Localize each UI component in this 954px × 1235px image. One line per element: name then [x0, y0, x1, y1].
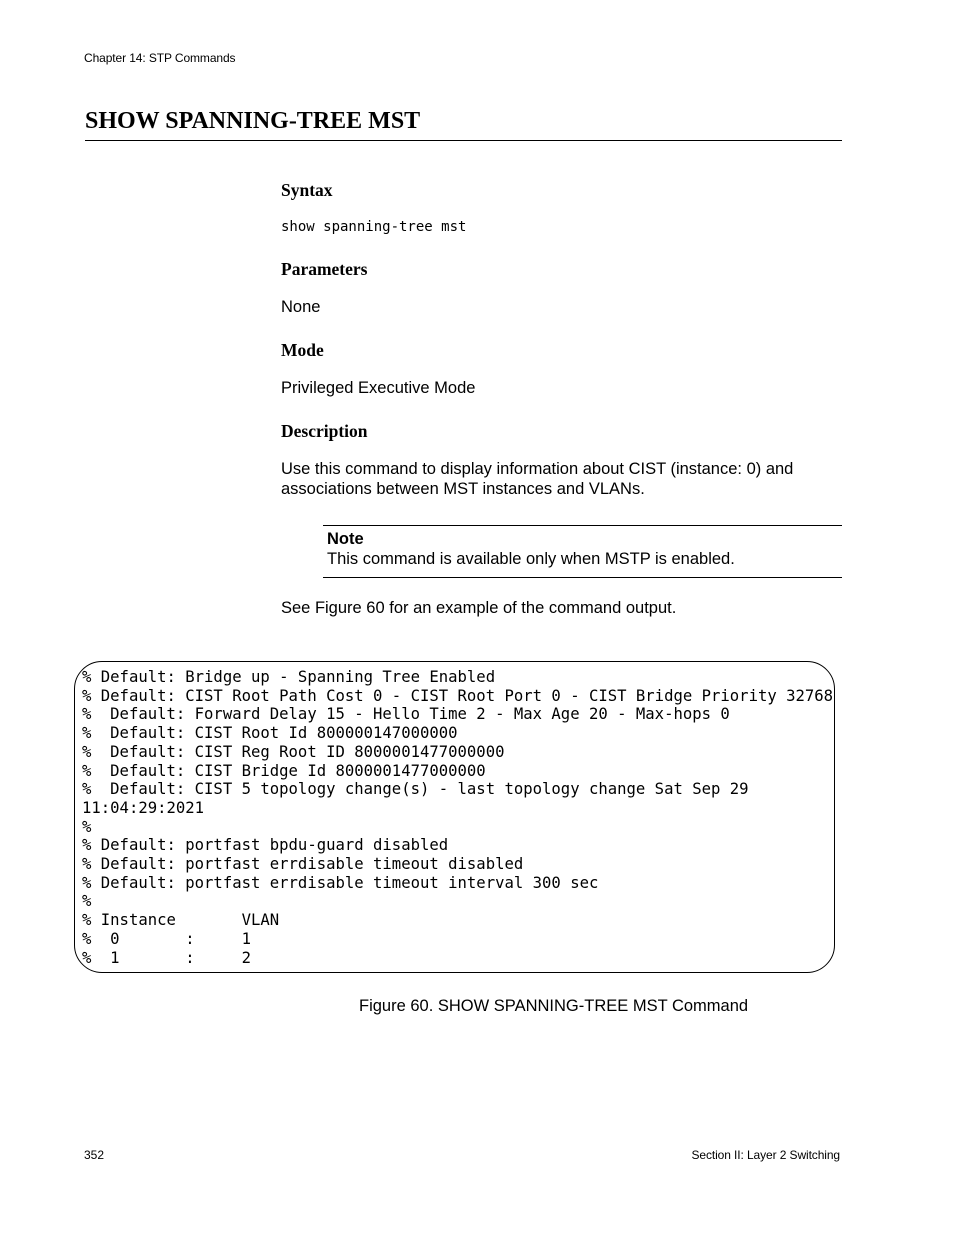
description-heading: Description: [281, 421, 368, 441]
output-line: % Default: CIST Reg Root ID 8000001477000000: [82, 742, 505, 761]
output-line: % Default: portfast bpdu-guard disabled: [82, 836, 449, 855]
output-line: % Default: Forward Delay 15 - Hello Time 2 - Max Age 20 - Max-hops 0: [82, 705, 730, 724]
figure-caption: Figure 60. SHOW SPANNING-TREE MST Command: [359, 997, 749, 1015]
description-text: [281, 459, 841, 499]
parameters-heading: Parameters: [281, 259, 368, 279]
syntax-command: show spanning-tree mst: [281, 219, 467, 235]
syntax-heading: Syntax: [281, 180, 333, 200]
terminal-output: [82, 668, 833, 967]
parameters-text: None: [281, 298, 321, 316]
footer-section: Section II: Layer 2 Switching: [691, 1148, 840, 1162]
description-line-1: Use this command to display information about CIST (instance: 0) and: [281, 460, 794, 478]
mode-heading: Mode: [281, 340, 324, 360]
output-line: % Default: CIST Bridge Id 8000001477000000: [82, 761, 486, 780]
output-line: % Default: Bridge up - Spanning Tree Enabled: [82, 668, 496, 686]
output-line: % Default: portfast errdisable timeout interval 300 sec: [82, 873, 599, 892]
page-number: 352: [84, 1148, 105, 1162]
description-line-2: associations between MST instances and VLANs.: [281, 480, 645, 498]
note-text: This command is available only when MSTP is enabled.: [327, 550, 735, 568]
output-line: % Default: CIST Root Path Cost 0 - CIST Root Port 0 - CIST Bridge Priority 32768: [82, 686, 834, 705]
output-line: 11:04:29:2021: [82, 798, 205, 817]
running-header: Chapter 14: STP Commands: [84, 51, 236, 65]
output-line: % Default: CIST 5 topology change(s) - last topology change Sat Sep 29: [82, 780, 749, 799]
output-line: % Instance VLAN: [82, 911, 280, 930]
output-line: % 1 : 2: [82, 948, 251, 967]
page-title: SHOW SPANNING-TREE MST: [85, 107, 842, 141]
output-line: %: [82, 892, 92, 911]
output-line: % 0 : 1: [82, 929, 251, 948]
see-figure-text: See Figure 60 for an example of the command output.: [281, 599, 677, 617]
output-line: % Default: portfast errdisable timeout disabled: [82, 855, 524, 874]
output-line: %: [82, 817, 92, 836]
note-title: Note: [327, 530, 364, 548]
note-box: [323, 525, 842, 578]
mode-text: Privileged Executive Mode: [281, 379, 476, 397]
output-line: % Default: CIST Root Id 800000147000000: [82, 724, 458, 743]
